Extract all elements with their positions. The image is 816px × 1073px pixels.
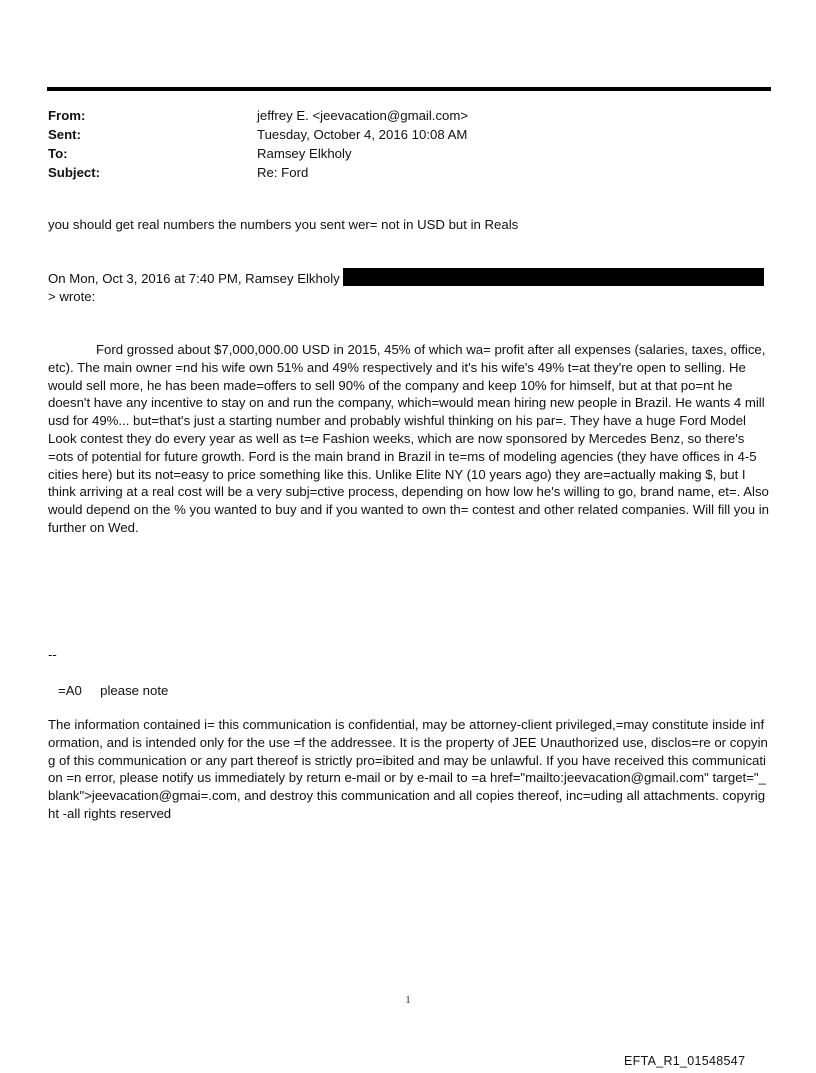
quote-header-line2: > wrote: bbox=[48, 289, 96, 304]
subject-row bbox=[48, 163, 468, 182]
to-label: To: bbox=[48, 146, 68, 161]
sent-row bbox=[48, 125, 468, 144]
signature-note: =A0 please note bbox=[58, 683, 169, 698]
sent-label: Sent: bbox=[48, 127, 81, 142]
to-row bbox=[48, 144, 468, 163]
from-value: jeffrey E. <jeevacation@gmail.com> bbox=[257, 108, 469, 123]
email-header bbox=[48, 106, 468, 182]
header-divider bbox=[47, 87, 771, 91]
confidentiality-notice: The information contained i= this communication is confidential, may be attorney-client privileged,=may constitute inside information, and is intended only for the use =f the addressee. It is the property of JEE Unauthorized use, disclos=re or copying of this communication or any part thereof is strictly pro=ibited and may be unlawful. If you have received this communication =n error, please notify us immediately by return e-mail or by e-mail to =a href="mailto:jeevacation@gmail.com" target="_blank">jeevacation@gmai=.com, and destroy this communication and all copies thereof, inc=uding all attachments. copyright -all rights reserved bbox=[48, 717, 768, 821]
quoted-message-body: Ford grossed about $7,000,000.00 USD in 2015, 45% of which wa= profit after all expenses (salaries, taxes, office, etc). The main owner =nd his wife own 51% and 49% respectively and it's his wife's 49% t=at they're open to selling. He would sell more, he has been made=offers to sell 90% of the company and keep 10% for himself, but at that po=nt he doesn't have any incentive to stay on and run the company, which=would mean hiring new people in Brazil. He wants 4 mill usd for 49%... but=that's just a starting number and probably wishful thinking on his par=. They have a huge Ford Model Look contest they do every year as well as t=e Fashion weeks, which are now sponsored by Mercedes Benz, so there's =ots of potential for future growth. Ford is the main brand in Brazil in te=ms of modeling agencies (they have offices in 4-5 cities here) but its not=easy to price something like this. Unlike Elite NY (10 years ago) they are=actually making $, but I think arriving at a real cost will be a very subj=ctive process, depending on how low he's willing to go, brand name, et=. Also would depend on the % you wanted to buy and if you wanted to own th= contest and other related companies. Will fill you in further on Wed. bbox=[48, 342, 769, 535]
subject-label: Subject: bbox=[48, 165, 101, 180]
bates-number: EFTA_R1_01548547 bbox=[624, 1054, 746, 1068]
subject-value: Re: Ford bbox=[257, 165, 309, 180]
reply-text: you should get real numbers the numbers you sent wer= not in USD but in Reals bbox=[48, 217, 519, 232]
page-number: 1 bbox=[405, 995, 411, 1006]
from-label: From: bbox=[48, 108, 86, 123]
quote-header-line1: On Mon, Oct 3, 2016 at 7:40 PM, Ramsey Elkholy bbox=[48, 271, 340, 286]
signature-separator: -- bbox=[48, 647, 57, 662]
from-row bbox=[48, 106, 468, 125]
redaction-block bbox=[343, 268, 764, 286]
to-value: Ramsey Elkholy bbox=[257, 146, 352, 161]
sent-value: Tuesday, October 4, 2016 10:08 AM bbox=[257, 127, 468, 142]
